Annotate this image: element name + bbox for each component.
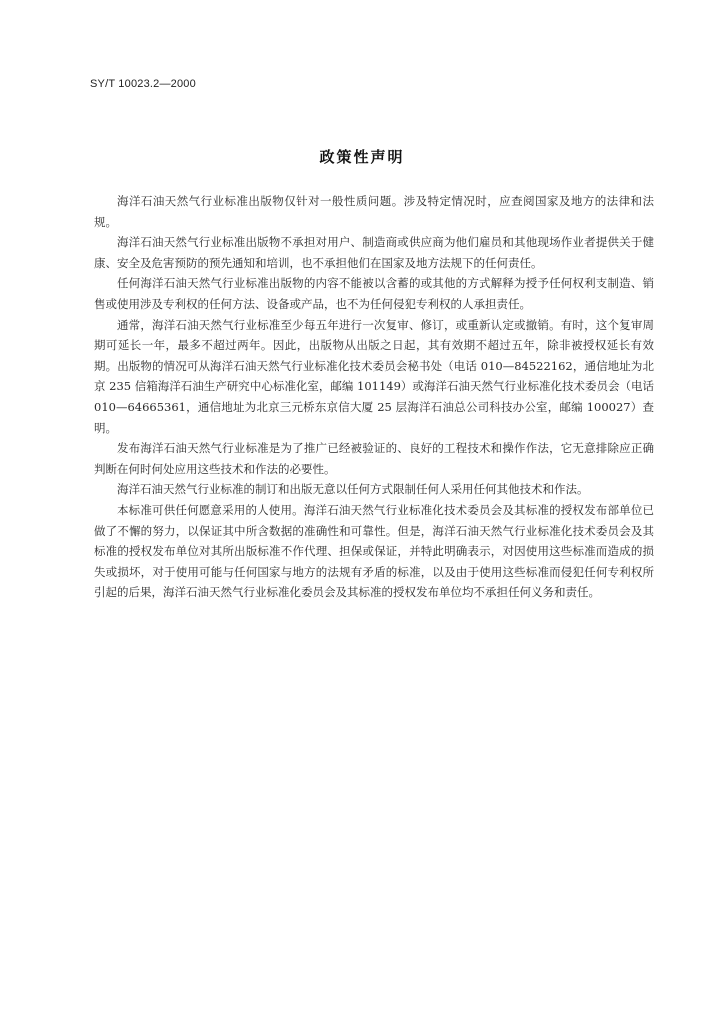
paragraph-health-safety: 海洋石油天然气行业标准出版物不承担对用户、制造商或供应商为他们雇员和其他现场作业者提供关于健康、安全及危害预防的预先通知和培训，也不承担他们在国家及地方法规下的任何责任。 xyxy=(94,235,654,270)
paragraph-general-scope: 海洋石油天然气行业标准出版物仅针对一般性质问题。涉及特定情况时，应查阅国家及地方的法律和法规。 xyxy=(94,194,654,229)
paragraph-review-cycle: 通常，海洋石油天然气行业标准至少每五年进行一次复审、修订，或重新认定或撤销。有时，这个复审周期可延长一年，最多不超过两年。因此，出版物从出版之日起，其有效期不超过五年，除非被授权延长有效期。出版物的情况可从海洋石油天然气行业标准化技术委员会秘书处（电话 010—84522162，通信地址为北京 235 信箱海洋石油生产研究中心标准化室，邮编 101149）或海洋石油天然气行业标准化技术委员会（电话 010—64665361，通信地址为北京三元桥东京信大厦 25 层海洋石油总公司科技办公室，邮编 100027）查明。 xyxy=(94,317,654,435)
paragraph-patent-rights: 任何海洋石油天然气行业标准出版物的内容不能被以含蓄的或其他的方式解释为授予任何权利支制造、销售或使用涉及专利权的任何方法、设备或产品，也不为任何侵犯专利权的人承担责任。 xyxy=(94,276,654,311)
policy-statement-body xyxy=(94,191,654,603)
paragraph-disclaimer: 本标准可供任何愿意采用的人使用。海洋石油天然气行业标准化技术委员会及其标准的授权发布部单位已做了不懈的努力，以保证其中所含数据的准确性和可靠性。但是，海洋石油天然气行业标准化技术委员会及其标准的授权发布单位对其所出版标准不作代理、担保或保证，并特此明确表示，对因使用这些标准而造成的损失或损坏，对于使用可能与任何国家与地方的法规有矛盾的标准，以及由于使用这些标准而侵犯任何专利权所引起的后果，海洋石油天然气行业标准化委员会及其标准的授权发布单位均不承担任何义务和责任。 xyxy=(94,502,654,600)
page-title: 政策性声明 xyxy=(319,148,405,166)
paragraph-purpose: 发布海洋石油天然气行业标准是为了推广已经被验证的、良好的工程技术和操作作法，它无意排除应正确判断在何时何处应用这些技术和作法的必要性。 xyxy=(94,441,654,476)
paragraph-no-restriction: 海洋石油天然气行业标准的制订和出版无意以任何方式限制任何人采用任何其他技术和作法。 xyxy=(117,482,589,497)
standard-code: SY/T 10023.2—2000 xyxy=(90,78,196,90)
